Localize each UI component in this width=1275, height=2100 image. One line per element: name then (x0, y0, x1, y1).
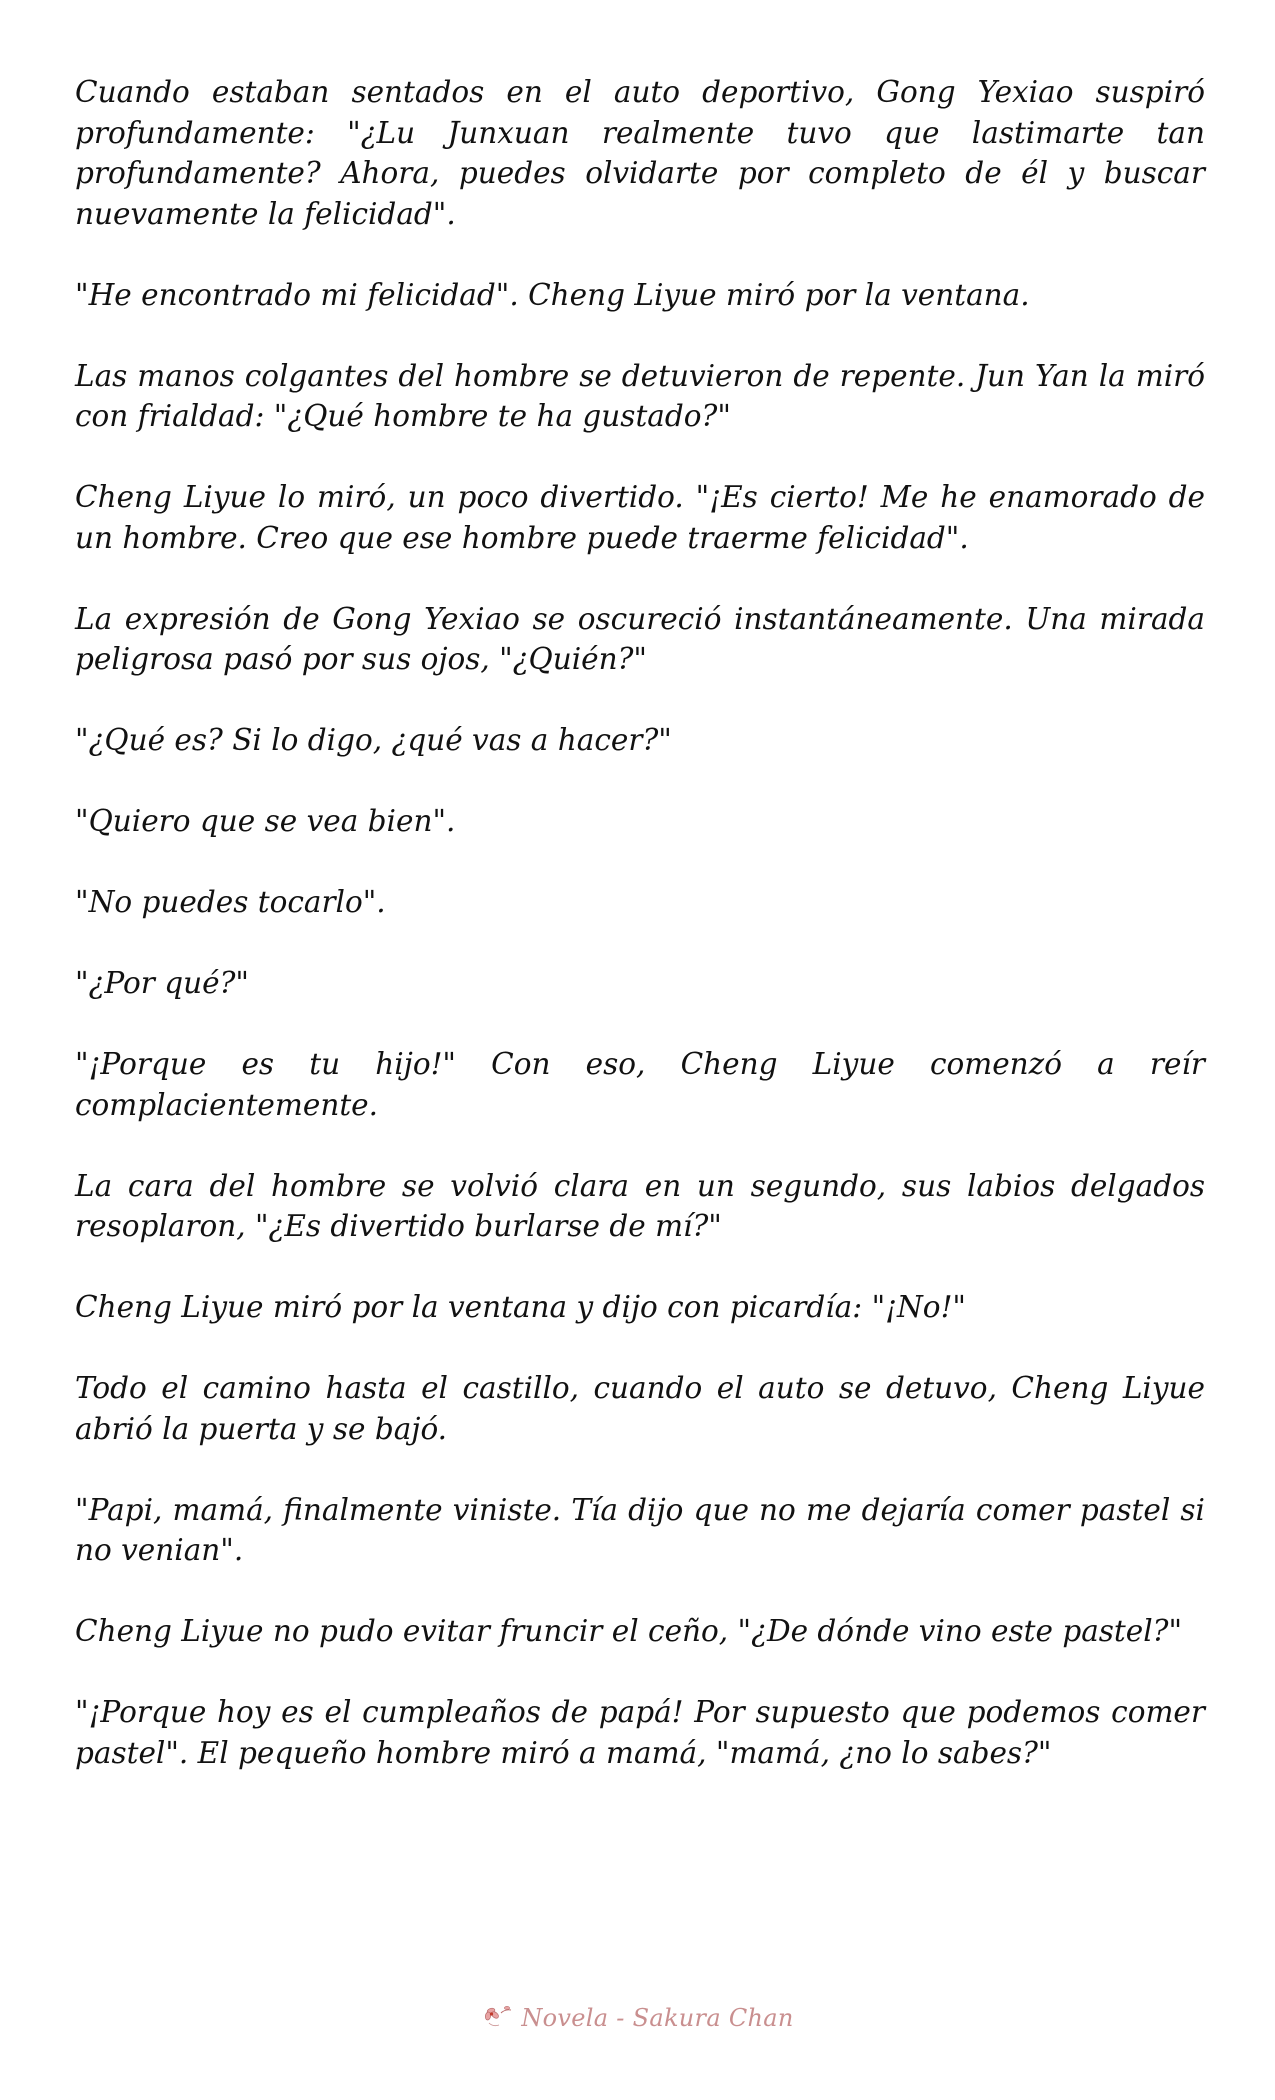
paragraph: Cheng Liyue lo miró, un poco divertido. "¡Es cierto! Me he enamorado de un hombre. Creo que ese hombre puede traerme felicidad". (75, 480, 1205, 555)
sakura-flower-icon (481, 2003, 515, 2033)
paragraph: "Quiero que se vea bien". (75, 804, 456, 838)
paragraph: "Papi, mamá, finalmente viniste. Tía dijo que no me dejaría comer pastel si no venian". (75, 1492, 1205, 1567)
paragraph: "¡Porque hoy es el cumpleaños de papá! Por supuesto que podemos comer pastel". El pequeño hombre miró a mamá, "mamá, ¿no lo sabes?" (75, 1695, 1205, 1770)
paragraph: Cheng Liyue no pudo evitar fruncir el ceño, "¿De dónde vino este pastel?" (75, 1614, 1183, 1648)
paragraph: "¡Porque es tu hijo!" Con eso, Cheng Liyue comenzó a reír complacientemente. (75, 1047, 1205, 1122)
paragraph: La expresión de Gong Yexiao se oscureció instantáneamente. Una mirada peligrosa pasó por sus ojos, "¿Quién?" (75, 601, 1205, 676)
paragraph: Cuando estaban sentados en el auto deportivo, Gong Yexiao suspiró profundamente: "¿Lu Junxuan realmente tuvo que lastimarte tan profundamente? Ahora, puedes olvidarte por completo de él y buscar nuevamente la felicidad". (75, 75, 1205, 231)
footer-watermark-content (481, 2003, 793, 2033)
paragraph: "¿Qué es? Si lo digo, ¿qué vas a hacer?" (75, 723, 672, 757)
footer-watermark-text: Novela - Sakura Chan (521, 2004, 794, 2032)
paragraph: "No puedes tocarlo". (75, 885, 386, 919)
story-text (75, 72, 1205, 1814)
paragraph: Cheng Liyue miró por la ventana y dijo con picardía: "¡No!" (75, 1290, 966, 1324)
paragraph: "He encontrado mi felicidad". Cheng Liyue miró por la ventana. (75, 277, 1030, 312)
footer-watermark (0, 1998, 1275, 2038)
paragraph: Todo el camino hasta el castillo, cuando el auto se detuvo, Cheng Liyue abrió la puerta y se bajó. (75, 1371, 1205, 1446)
paragraph: La cara del hombre se volvió clara en un segundo, sus labios delgados resoplaron, "¿Es divertido burlarse de mí?" (75, 1168, 1205, 1243)
paragraph: "¿Por qué?" (75, 966, 250, 1000)
paragraph: Las manos colgantes del hombre se detuvieron de repente. Jun Yan la miró con frialdad: "¿Qué hombre te ha gustado?" (75, 358, 1205, 433)
